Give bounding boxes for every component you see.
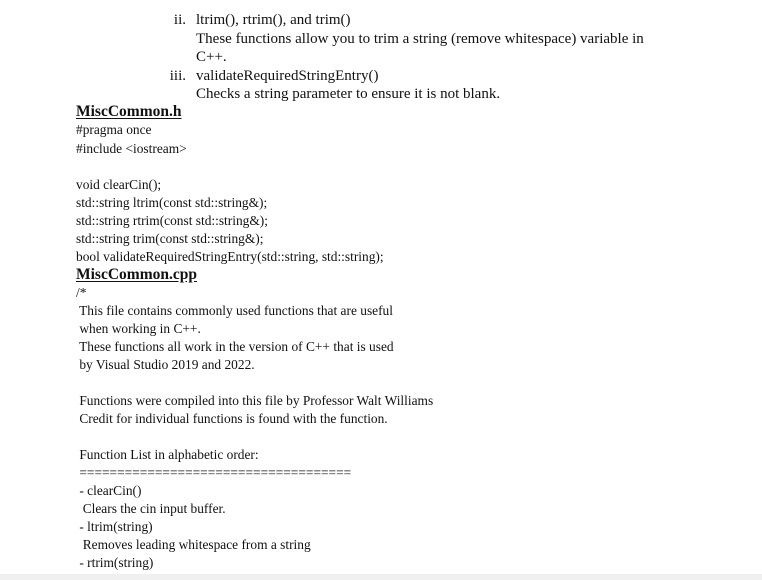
list-item-description-iii-line-1: Checks a string parameter to ensure it is not blank.	[196, 86, 501, 102]
source-code-line-6: Functions were compiled into this file by Professor Walt Williams	[76, 393, 434, 408]
list-item-title-ii: ltrim(), rtrim(), and trim()	[196, 12, 351, 28]
header-code-line-4: void clearCin();	[76, 177, 162, 192]
header-file-heading: MiscCommon.h	[76, 103, 182, 120]
list-item-title-iii: validateRequiredStringEntry()	[196, 68, 379, 84]
source-file-heading: MiscCommon.cpp	[76, 266, 197, 283]
header-code-line-5: std::string ltrim(const std::string&);	[76, 195, 268, 210]
page-bottom-edge	[0, 574, 762, 580]
list-item-description-ii-line-2: C++.	[196, 49, 227, 65]
source-comment-open: /*	[76, 285, 87, 300]
source-code-line-4: by Visual Studio 2019 and 2022.	[76, 357, 255, 372]
list-number-ii: ii.	[173, 12, 186, 28]
source-code-line-10: ====================================	[76, 465, 352, 480]
source-code-line-13: - ltrim(string)	[76, 519, 153, 534]
source-code-line-11: - clearCin()	[76, 483, 142, 498]
header-code-line-7: std::string trim(const std::string&);	[76, 231, 264, 246]
header-code-line-6: std::string rtrim(const std::string&);	[76, 213, 268, 228]
source-code-line-12: Clears the cin input buffer.	[76, 501, 226, 516]
source-code-line-2: when working in C++.	[76, 321, 201, 336]
source-code-line-1: This file contains commonly used functions that are useful	[76, 303, 393, 318]
list-number-iii: iii.	[169, 68, 186, 84]
source-code-line-14: Removes leading whitespace from a string	[76, 537, 311, 552]
header-code-line-2: #include <iostream>	[76, 141, 187, 156]
source-code-line-7: Credit for individual functions is found with the function.	[76, 411, 388, 426]
source-code-line-3: These functions all work in the version of C++ that is used	[76, 339, 394, 354]
list-item-description-ii-line-1: These functions allow you to trim a string (remove whitespace) variable in	[196, 31, 644, 47]
source-code-line-15: - rtrim(string)	[76, 555, 154, 570]
header-code-line-8: bool validateRequiredStringEntry(std::string, std::string);	[76, 249, 384, 264]
source-code-line-9: Function List in alphabetic order:	[76, 447, 259, 462]
header-code-line-1: #pragma once	[76, 122, 152, 137]
